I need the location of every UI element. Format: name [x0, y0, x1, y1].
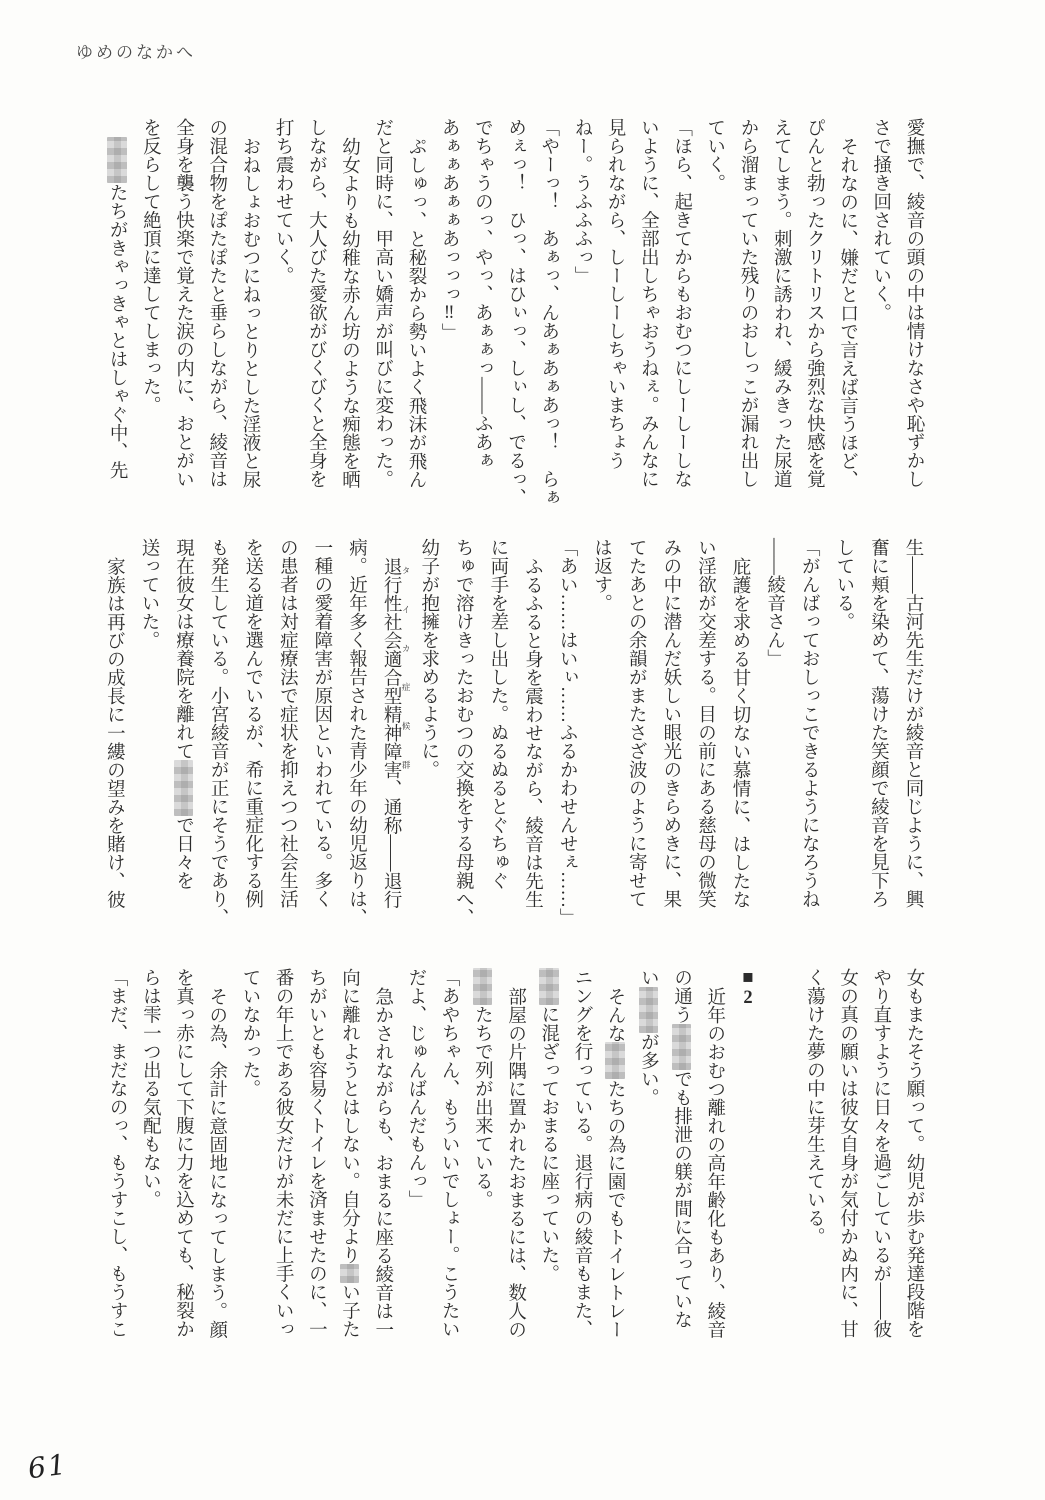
text-line: 見られながら、しーしーしちゃいまちょう: [605, 118, 626, 470]
text-line: の通うでも排泄の躾が間に合っていな: [671, 968, 692, 1329]
text-line: そんなたちの為に園でもトイレトレー: [605, 986, 626, 1338]
censored-mosaic: [605, 1042, 625, 1079]
text-line: 女の真の願いは彼女自身が気付かぬ内に、甘: [837, 968, 858, 1338]
text-line: ニングを行っている。退行病の綾音もまた、: [571, 968, 592, 1338]
text-line: てたあとの余韻がまたさざ波のように寄せて: [626, 538, 647, 908]
text-line: いように、全部出しちゃおうねぇ。みんなに: [638, 118, 659, 488]
text-line: 「がんばっておしっこできるようになろうね: [799, 538, 820, 908]
text-line: たちがきゃっきゃとはしゃぐ中、先: [100, 118, 133, 520]
text-line: 現在彼女は療養院を離れてで日々を: [173, 538, 194, 890]
censored-mosaic: [174, 760, 194, 816]
text-line: 全身を襲う快楽で覚えた涙の内に、おとがい: [173, 118, 194, 488]
ruby-term: 退行性社会適合型精神障害 タイカ症候群: [381, 556, 412, 779]
text-line: だよ、じゅんばんだもんっ」: [405, 968, 426, 1209]
text-line: も発生している。小宮綾音が正にそうであり、: [208, 538, 229, 927]
furigana: タイカ症候群: [401, 556, 412, 779]
text-line: あぁぁあぁぁあっっっ‼」: [439, 118, 460, 342]
text-line: 愛撫で、綾音の頭の中は情けなさや恥ずかし: [904, 118, 924, 488]
running-header: ゆめのなかへ: [76, 43, 196, 62]
text-line: 幼子が抱擁を求めるように。: [418, 538, 439, 779]
censored-mosaic: [473, 968, 493, 1005]
text-line: 近年のおむつ離れの高年齢化もあり、綾音: [704, 986, 725, 1338]
text-line: みの中に潜んだ妖しい眼光のきらめきに、果: [660, 538, 681, 908]
text-line: 「あやちゃん、もういいでしょー。こうたい: [439, 968, 460, 1338]
text-line: ——綾音さん」: [764, 538, 785, 668]
text-line: を真っ赤にして下腹に力を込めても、秘裂か: [173, 968, 194, 1338]
text-line: 退行性社会適合型精神障害 タイカ症候群、通称——退行: [381, 556, 412, 908]
text-line: 「あい……はいぃ……ふるかわせんせぇ……」: [557, 538, 578, 927]
text-line: それなのに、嫌だと口で言えば言うほど、: [837, 136, 858, 488]
text-line: さで掻き回されていく。: [870, 118, 891, 322]
text-line: らは雫一つ出る気配もない。: [140, 968, 161, 1209]
text-line: 生——古河先生だけが綾音と同じように、興: [903, 538, 923, 908]
text-line: めぇっ！ ひっ、はひぃっ、しぃし、でるっ、: [505, 118, 526, 507]
text-line: 一種の愛着障害が原因といわれている。多く: [311, 538, 332, 908]
text-line: は返す。: [591, 538, 612, 612]
text-band-3: [100, 968, 930, 1370]
text-line: 打ち震わせていく。: [273, 118, 294, 285]
text-line: ていなかった。: [239, 968, 260, 1098]
text-line: 女もまたそう願って。幼児が歩む発達段階を: [904, 968, 924, 1338]
text-line: ちがいとも容易くトイレを済ませたのに、一: [306, 968, 327, 1338]
text-line: から溜まっていた残りのおしっこが漏れ出し: [737, 118, 758, 488]
text-line: ねー。うふふふっ」: [571, 118, 592, 285]
text-line: しながら、大人びた愛欲がびくびくと全身を: [306, 118, 327, 488]
text-line: ちゅで溶けきったおむつの交換をする母親へ、: [453, 538, 474, 927]
text-line: に両手を差し出した。ぬるぬるとぐちゅぐ: [487, 538, 508, 890]
censored-mosaic: [639, 987, 659, 1033]
text-line: 「まだ、まだなのっ、もうすこし、もうすこ: [107, 968, 128, 1338]
text-line: 番の年上である彼女だけが未だに上手くいっ: [273, 968, 294, 1338]
text-line: く蕩けた夢の中に芽生えている。: [804, 968, 825, 1246]
text-line: 奮に頬を染めて、蕩けた笑顔で綾音を見下ろ: [868, 538, 889, 908]
text-line: おねしょおむつにねっとりとした淫液と尿: [239, 136, 260, 488]
text-line: 「やーっ！ あぁっ、んあぁあぁあっ！ らぁ: [538, 118, 559, 507]
text-line: 病。近年多く報告された青少年の幼児返りは、: [346, 538, 367, 927]
text-line: に混ざっておまるに座っていた。: [532, 968, 565, 1370]
text-line: を送る道を選んでいるが、希に重症化する例: [242, 538, 263, 908]
text-line: えてしまう。刺激に誘われ、緩みきった尿道: [771, 118, 792, 488]
censored-mosaic: [539, 968, 559, 1005]
text-line: だと同時に、甲高い嬌声が叫びに変わった。: [372, 118, 393, 488]
censored-mosaic: [672, 1024, 692, 1070]
text-line: 急かされながらも、おまるに座る綾音は一: [372, 986, 393, 1338]
text-line: 庇護を求める甘く切ない慕情に、はしたな: [730, 556, 751, 908]
section-number-marker: ■2: [737, 968, 758, 1008]
text-line: 家族は再びの成長に一縷の望みを賭け、彼: [104, 556, 125, 908]
text-line: ふるふると身を震わせながら、綾音は先生: [522, 556, 543, 908]
text-band-2: [97, 538, 930, 940]
text-line: の患者は対症療法で症状を抑えつつ社会生活: [277, 538, 298, 908]
text-band-1: [100, 118, 930, 520]
text-line: ていく。: [704, 118, 725, 192]
text-line: している。: [833, 538, 854, 631]
text-line: 幼女よりも幼稚な赤ん坊のような痴態を晒: [339, 136, 360, 488]
text-line: 送っていた。: [138, 538, 159, 649]
text-line: を反らして絶頂に達してしまった。: [140, 118, 161, 414]
text-line: その為、余計に意固地になってしまう。顔: [206, 986, 227, 1338]
page-number: 61: [26, 1447, 70, 1486]
text-line: 「ほら、起きてからもおむつにしーしーしな: [671, 118, 692, 488]
text-line: やり直すように日々を過ごしているが——彼: [870, 968, 891, 1338]
blank-line: [764, 968, 797, 1370]
text-line: い淫欲が交差する。目の前にある慈母の微笑: [695, 538, 716, 908]
text-line: 部屋の片隅に置かれたおまるには、数人の: [505, 986, 526, 1338]
text-line: でちゃうのっ、やっ、あぁぁっ——ふあぁ: [472, 118, 493, 470]
text-line: 向に離れようとはしない。自分よりい子た: [339, 968, 360, 1338]
text-line: の混合物をぽたぽたと垂らしながら、綾音は: [206, 118, 227, 488]
text-line: たちで列が出来ている。: [465, 968, 498, 1370]
text-line: ぴんと勃ったクリトリスから強烈な快感を覚: [804, 118, 825, 488]
text-line: いが多い。: [638, 968, 659, 1107]
text-line: ぷしゅっ、と秘裂から勢いよく飛沫が飛ん: [405, 136, 426, 488]
censored-mosaic: [107, 137, 127, 183]
censored-mosaic: [340, 1264, 360, 1283]
